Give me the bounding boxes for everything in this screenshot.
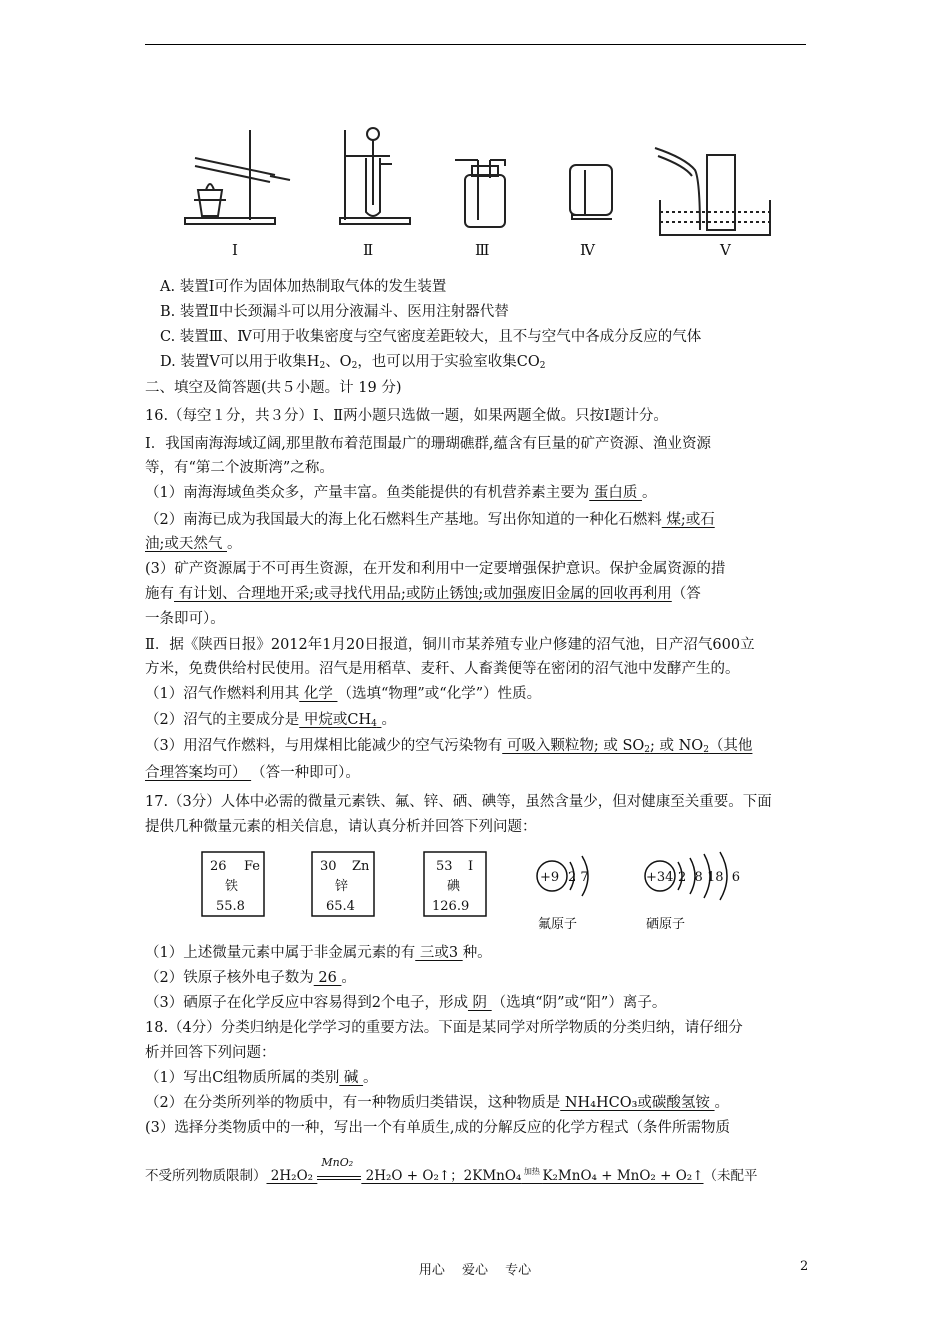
page-footer: 用心 爱心 专心 bbox=[418, 1263, 532, 1278]
q17-part1: （1）上述微量元素中属于非金属元素的有 三或3 种。 bbox=[145, 945, 492, 961]
q18-part1: （1）写出C组物质所属的类别 碱 。 bbox=[145, 1070, 378, 1086]
q18-part3-1: (3）选择分类物质中的一种，写出一个有单质生,成的分解反应的化学方程式（条件所需物质 bbox=[145, 1120, 730, 1136]
apparatus-figure bbox=[180, 120, 790, 260]
q16-i-part2: （2）南海已成为我国最大的海上化石燃料生产基地。写出你知道的一种化石燃料 煤;或石 bbox=[145, 512, 715, 528]
svg-text:锌: 锌 bbox=[335, 879, 349, 894]
answer-blank: 合理答案均可） bbox=[145, 765, 252, 781]
svg-text:30: 30 bbox=[320, 859, 337, 874]
q18-intro-2: 析并回答下列问题： bbox=[145, 1045, 276, 1061]
svg-text:碘: 碘 bbox=[447, 879, 461, 894]
svg-text:2 7: 2 7 bbox=[568, 870, 589, 885]
q17-part3: （3）硒原子在化学反应中容易得到2个电子，形成 阴 （选填“阴”或“阳”）离子。 bbox=[145, 995, 667, 1011]
q17-part2: （2）铁原子核外电子数为 26 。 bbox=[145, 970, 356, 986]
q16-i-text-2: 等，有“第二个波斯湾”之称。 bbox=[145, 460, 334, 476]
svg-text:+34: +34 bbox=[646, 870, 674, 885]
svg-text:+9: +9 bbox=[540, 870, 560, 885]
answer-blank: 煤;或石 bbox=[661, 512, 715, 528]
q16-ii-part2: （2）沼气的主要成分是 甲烷或$CH_4$ 。 bbox=[145, 712, 396, 729]
svg-text:氟原子: 氟原子 bbox=[538, 917, 578, 932]
element-info-figure bbox=[200, 848, 760, 934]
figure-label-I: Ⅰ bbox=[232, 241, 238, 259]
apparatus-II-icon bbox=[340, 128, 410, 224]
q16-i-part3-1: (3）矿产资源属于不可再生资源，在开发和利用中一定要增强保护意识。保护金属资源的措 bbox=[145, 561, 726, 577]
answer-blank: NH₄HCO₃或碳酸氢铵 bbox=[560, 1095, 715, 1111]
option-d: D. 装置Ⅴ可以用于收集$H_2$、$O_2$，也可以用于实验室收集$CO_2$ bbox=[160, 354, 546, 371]
figure-label-V: Ⅴ bbox=[720, 241, 731, 259]
svg-text:Fe: Fe bbox=[244, 859, 261, 874]
option-c: C. 装置Ⅲ、Ⅳ可用于收集密度与空气密度差距较大，且不与空气中各成分反应的气体 bbox=[160, 329, 702, 345]
apparatus-IV-icon bbox=[570, 165, 612, 219]
q16-i-part2-cont: 油;或天然气 。 bbox=[145, 536, 242, 552]
q16-ii-part1: （1）沼气作燃料利用其 化学 （选填“物理”或“化学”）性质。 bbox=[145, 686, 542, 702]
catalyst-arrow: MnO₂ bbox=[317, 1167, 361, 1180]
figure-label-II: Ⅱ bbox=[363, 241, 374, 259]
answer-blank: 三或3 bbox=[415, 945, 463, 961]
svg-text:2 8 18 6: 2 8 18 6 bbox=[678, 870, 741, 885]
apparatus-I-icon bbox=[185, 130, 290, 224]
q17-intro-2: 提供几种微量元素的相关信息，请认真分析并回答下列问题： bbox=[145, 819, 537, 835]
svg-text:65.4: 65.4 bbox=[326, 899, 355, 914]
q18-part3-equation: 不受所列物质限制） 2H₂O₂ MnO₂ 2H₂O + O₂↑；2KMnO₄ $^{加热}$ K₂MnO₄ + MnO₂ + O₂↑（未配平 bbox=[145, 1156, 758, 1184]
answer-blank: 油;或天然气 bbox=[145, 536, 227, 552]
svg-text:硒原子: 硒原子 bbox=[646, 917, 686, 932]
q16-i-text-1: I．我国南海海域辽阔,那里散布着范围最广的珊瑚礁群,蕴含有巨量的矿产资源、渔业资源 bbox=[145, 436, 711, 452]
q16-intro: 16.（每空１分，共３分）Ⅰ、Ⅱ两小题只选做一题，如果两题全做。只按Ⅰ题计分。 bbox=[145, 408, 668, 424]
q16-i-part3-3: 一条即可）。 bbox=[145, 611, 225, 627]
svg-text:26: 26 bbox=[210, 859, 227, 874]
q16-ii-text-2: 方米，免费供给村民使用。沼气是用稻草、麦秆、人畜粪便等在密闭的沼气池中发酵产生的。 bbox=[145, 661, 740, 677]
section-heading: 二、填空及简答题(共５小题。计 19 分) bbox=[145, 380, 402, 396]
figure-label-IV: Ⅳ bbox=[580, 241, 595, 259]
svg-text:Zn: Zn bbox=[352, 859, 370, 874]
svg-text:铁: 铁 bbox=[225, 879, 239, 894]
answer-blank: 阴 bbox=[467, 995, 492, 1011]
q16-i-part1: （1）南海海域鱼类众多，产量丰富。鱼类能提供的有机营养素主要为 蛋白质 。 bbox=[145, 485, 657, 501]
q18-intro-1: 18.（4分）分类归纳是化学学习的重要方法。下面是某同学对所学物质的分类归纳，请仔细分 bbox=[145, 1020, 743, 1036]
figure-label-III: Ⅲ bbox=[475, 241, 490, 259]
q16-ii-part3: （3）用沼气作燃料，与用煤相比能减少的空气污染物有 可吸入颗粒物; 或 $SO_2$; 或 $NO_2$（其他 bbox=[145, 738, 753, 755]
apparatus-V-icon bbox=[655, 148, 770, 235]
answer-blank: 2H₂O₂ MnO₂ 2H₂O + O₂↑；2KMnO₄ $^{加热}$ K₂MnO₄ + MnO₂ + O₂↑ bbox=[266, 1156, 704, 1184]
q16-ii-text-1: Ⅱ．据《陕西日报》2012年1月20日报道，铜川市某养殖专业户修建的沼气池，日产沼气600立 bbox=[145, 637, 755, 653]
answer-blank: 碱 bbox=[339, 1070, 364, 1086]
page-number: 2 bbox=[800, 1259, 809, 1274]
svg-text:55.8: 55.8 bbox=[216, 899, 245, 914]
svg-text:126.9: 126.9 bbox=[432, 899, 470, 914]
answer-blank: 有计划、合理地开采;或寻找代用品;或防止锈蚀;或加强废旧金属的回收再利用 bbox=[174, 586, 672, 602]
q16-ii-part3-cont: 合理答案均可） （答一种即可）。 bbox=[145, 765, 360, 781]
answer-blank: 化学 bbox=[299, 686, 338, 702]
q16-i-part3-2: 施有 有计划、合理地开采;或寻找代用品;或防止锈蚀;或加强废旧金属的回收再利用（答 bbox=[145, 586, 701, 602]
svg-text:I: I bbox=[468, 859, 474, 874]
answer-blank: 蛋白质 bbox=[589, 485, 642, 501]
apparatus-III-icon bbox=[455, 160, 505, 227]
option-b: B. 装置Ⅱ中长颈漏斗可以用分液漏斗、医用注射器代替 bbox=[160, 304, 509, 320]
q17-intro-1: 17.（3分）人体中必需的微量元素铁、氟、锌、硒、碘等，虽然含量少，但对健康至关重要。下面 bbox=[145, 794, 772, 810]
q18-part2: （2）在分类所列举的物质中，有一种物质归类错误，这种物质是 NH₄HCO₃或碳酸氢铵 。 bbox=[145, 1095, 730, 1111]
header-rule bbox=[145, 44, 806, 45]
option-a: A. 装置Ⅰ可作为固体加热制取气体的发生装置 bbox=[160, 279, 447, 295]
answer-blank: 26 bbox=[313, 970, 342, 986]
answer-blank: 甲烷或$CH_4$ bbox=[299, 712, 377, 729]
answer-blank: 可吸入颗粒物; 或 $SO_2$; 或 $NO_2$（其他 bbox=[502, 738, 753, 755]
svg-text:53: 53 bbox=[436, 859, 453, 874]
